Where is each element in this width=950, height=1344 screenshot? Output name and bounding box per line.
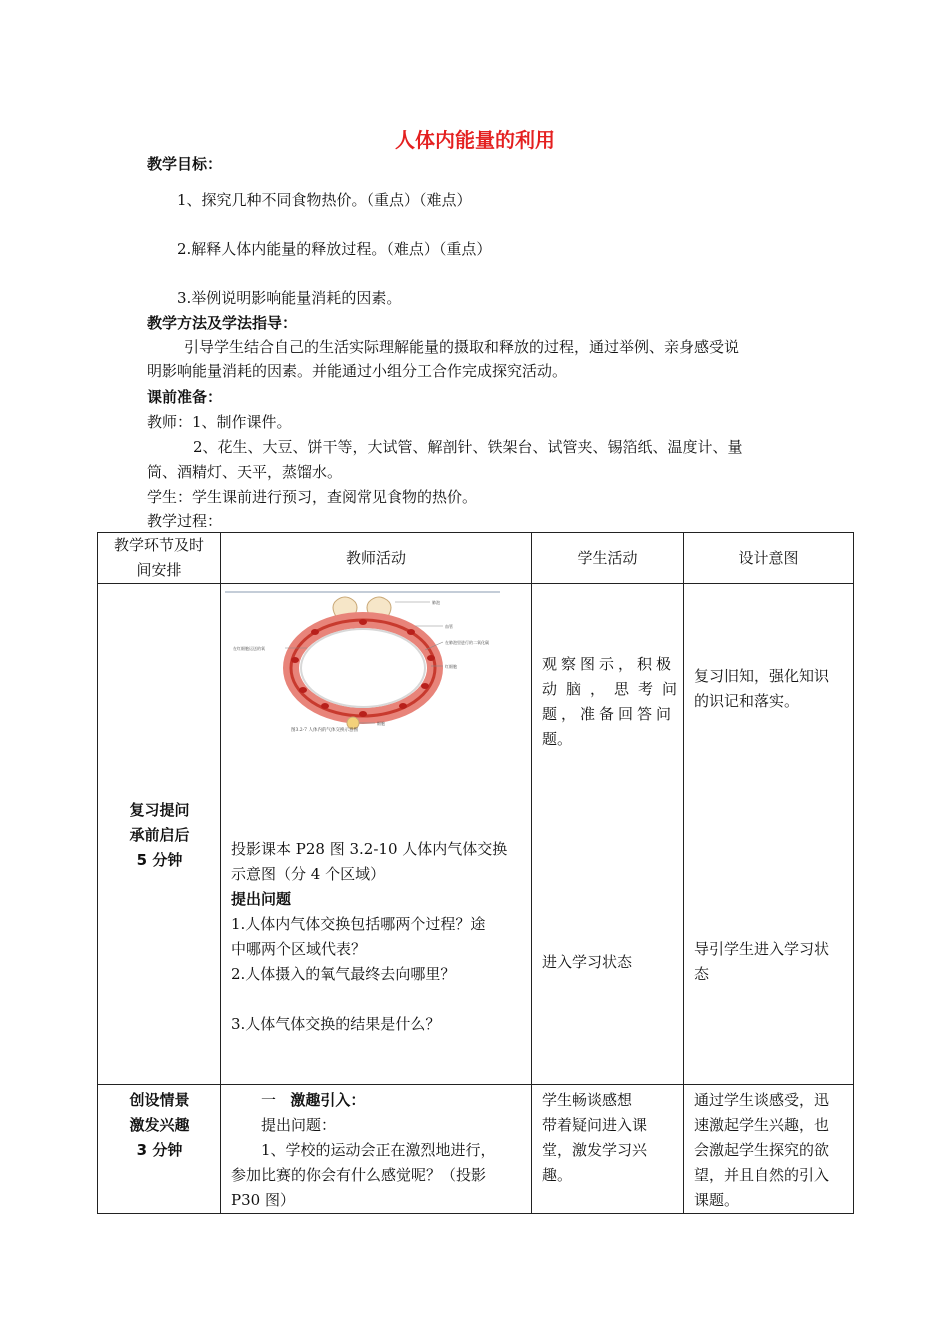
row1-intent-b1: 导引学生进入学习状 [694, 940, 830, 958]
methods-text-line2: 明影响能量消耗的因素。并能通过小组分工合作完成探究活动。 [147, 362, 568, 380]
row2-teacher-line1: 提出问题： [261, 1116, 337, 1134]
row1-teacher-line1: 投影课本 P28 图 3.2-10 人体内气体交换 [231, 840, 508, 858]
figure-label-co2: 在肺泡里进行的二氧化碳 [445, 640, 489, 645]
process-heading: 教学过程： [147, 512, 223, 530]
row1-question-heading: 提出问题 [231, 890, 292, 908]
figure-caption: 图3.2-7 人体内的气体交换示意图 [291, 728, 358, 732]
header-teacher: 教师活动 [221, 533, 532, 584]
figure-label-oxygen: 在红细胞运送的氧 [233, 646, 265, 651]
header-student: 学生活动 [532, 533, 684, 584]
table-row [98, 1085, 854, 1214]
row2-student-line2: 带着疑问进入课 [542, 1116, 648, 1134]
row2-teacher [221, 1085, 532, 1214]
row1-stage-line3: 5 分钟 [136, 851, 183, 869]
page-title: 人体内能量的利用 [395, 128, 555, 152]
row1-intent-a1: 复习旧知，强化知识 [694, 667, 830, 685]
row1-question-2: 2.人体摄入的氧气最终去向哪里？ [231, 965, 456, 983]
row2-teacher-head-num: 一 [261, 1091, 277, 1109]
figure-label-vessel: 血管 [445, 624, 453, 629]
row1-teacher-line2: 示意图（分 4 个区域） [231, 865, 386, 883]
header-stage [98, 533, 221, 584]
row1-intent-b2: 态 [694, 965, 710, 983]
header-stage-line1: 教学环节及时 [113, 536, 204, 554]
row1-student-a1: 观察图示，积极 [542, 655, 676, 673]
table-row [98, 584, 854, 1085]
objective-item-1: 1、探究几种不同食物热价。（重点）（难点） [177, 191, 472, 209]
row1-student-a4: 题。 [542, 730, 573, 748]
objective-item-2: 2.解释人体内能量的释放过程。（难点）（重点） [177, 240, 492, 258]
prep-student: 学生：学生课前进行预习，查阅常见食物的热价。 [147, 488, 478, 506]
row2-student-line4: 趣。 [542, 1166, 573, 1184]
row1-student-a3: 题，准备回答问 [542, 705, 676, 723]
row2-teacher-head [261, 1088, 365, 1113]
row2-intent-line5: 课题。 [694, 1191, 740, 1209]
row1-stage-line2: 承前启后 [129, 826, 190, 844]
table-header-row [98, 533, 854, 584]
row2-teacher-line2: 1、学校的运动会正在激烈地进行， [261, 1141, 496, 1159]
row2-student-line3: 堂，激发学习兴 [542, 1141, 648, 1159]
row2-stage-line1: 创设情景 [129, 1091, 190, 1109]
row1-question-1b: 中哪两个区域代表？ [231, 940, 367, 958]
figure-label-rbc: 红细胞 [445, 664, 457, 669]
row2-student-line1: 学生畅谈感想 [542, 1091, 633, 1109]
figure-label-alveolus: 肺泡 [432, 600, 440, 605]
methods-text-line1: 引导学生结合自己的生活实际理解能量的摄取和释放的过程，通过举例、亲身感受说 [184, 338, 740, 356]
figure-label-cell: 细胞 [377, 721, 385, 726]
lesson-table [97, 532, 854, 1214]
objectives-heading: 教学目标： [147, 155, 223, 173]
row1-question-3: 3.人体气体交换的结果是什么？ [231, 1015, 441, 1033]
row2-intent-line2: 速激起学生兴趣，也 [694, 1116, 830, 1134]
row2-intent [684, 1085, 854, 1214]
gas-exchange-figure [225, 590, 500, 732]
row2-stage-line2: 激发兴趣 [129, 1116, 190, 1134]
row1-question-1a: 1.人体内气体交换包括哪两个过程？途 [231, 915, 486, 933]
row2-teacher-head-text: 激趣引入： [290, 1091, 366, 1109]
row2-stage [98, 1085, 221, 1214]
row1-stage [98, 584, 221, 1085]
objective-item-3: 3.举例说明影响能量消耗的因素。 [177, 289, 402, 307]
row1-intent-a2: 的识记和落实。 [694, 692, 800, 710]
row1-stage-line1: 复习提问 [129, 801, 190, 819]
prep-heading: 课前准备： [147, 388, 223, 406]
row2-teacher-line3: 参加比赛的你会有什么感觉呢？（投影 [231, 1166, 487, 1184]
row2-intent-line4: 望，并且自然的引入 [694, 1166, 830, 1184]
methods-heading: 教学方法及学法指导： [147, 314, 298, 332]
prep-teacher-1: 教师：1、制作课件。 [147, 413, 292, 431]
row2-intent-line1: 通过学生谈感受，迅 [694, 1091, 830, 1109]
row2-teacher-line4: P30 图） [231, 1191, 295, 1209]
row1-teacher [221, 584, 532, 1085]
row1-student-b: 进入学习状态 [542, 953, 633, 971]
header-intent: 设计意图 [684, 533, 854, 584]
row1-intent [684, 584, 854, 1085]
row1-student-a2: 动脑，思考问 [542, 680, 687, 698]
row2-student [532, 1085, 684, 1214]
prep-teacher-2b: 筒、酒精灯、天平，蒸馏水。 [147, 463, 343, 481]
row1-student [532, 584, 687, 1085]
prep-teacher-2a: 2、花生、大豆、饼干等，大试管、解剖针、铁架台、试管夹、锡箔纸、温度计、量 [193, 438, 743, 456]
row2-stage-line3: 3 分钟 [136, 1141, 183, 1159]
row2-intent-line3: 会激起学生探究的欲 [694, 1141, 830, 1159]
header-stage-line2: 间安排 [136, 561, 182, 579]
